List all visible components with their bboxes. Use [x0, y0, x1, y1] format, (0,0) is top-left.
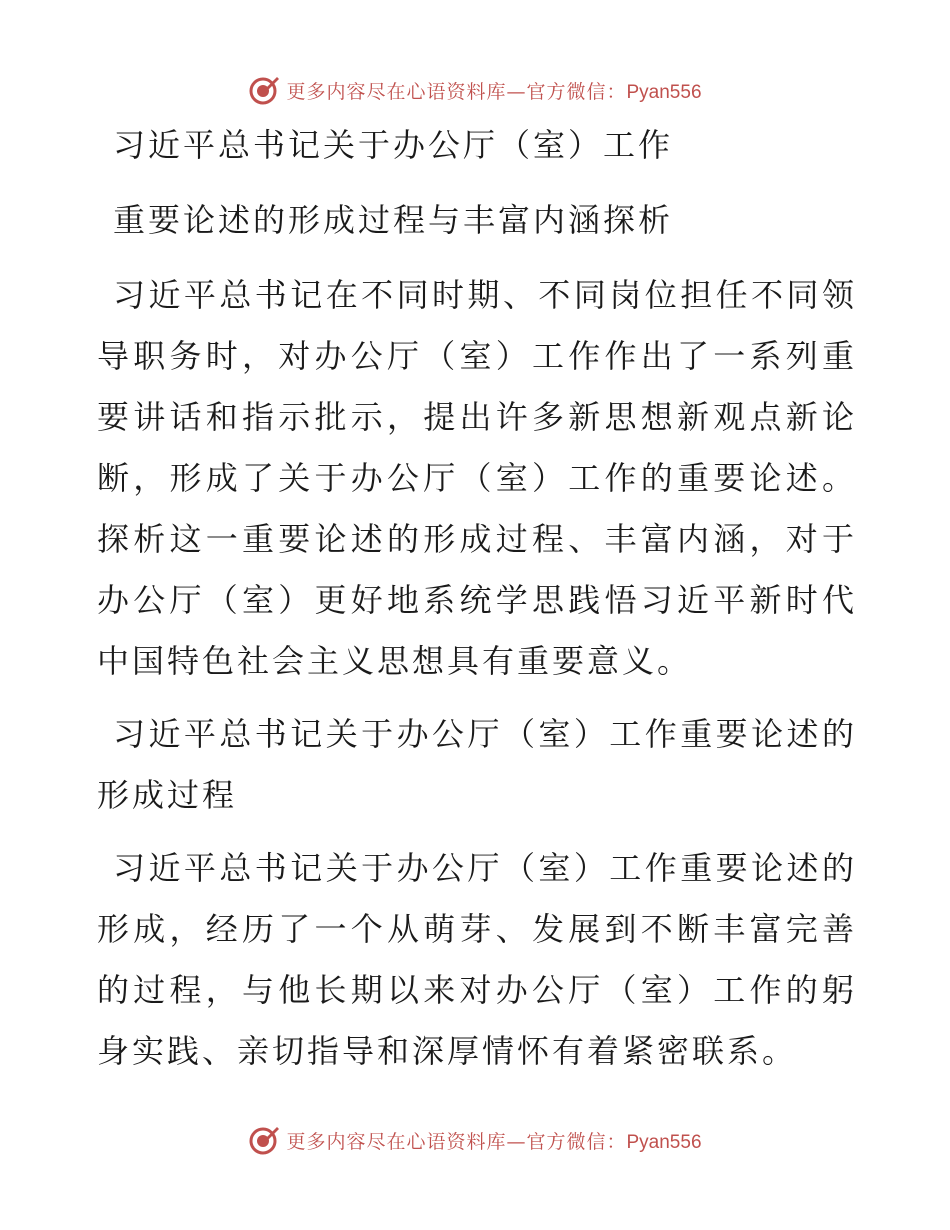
paragraph-intro: 习近平总书记在不同时期、不同岗位担任不同领导职务时，对办公厅（室）工作作出了一系列重要讲话和指示批示，提出许多新思想新观点新论断，形成了关于办公厅（室）工作的重要论述。探析这一重要论述的形成过程、丰富内涵，对于办公厅（室）更好地系统学思践悟习近平新时代中国特色社会主义思想具有重要意义。 — [97, 276, 857, 680]
document-title-line-2: 重要论述的形成过程与丰富内涵探析 — [113, 201, 674, 239]
banner-text: 更多内容尽在心语资料库—官方微信：Pyan556 — [286, 80, 702, 103]
footer-banner — [0, 1120, 950, 1160]
document-body — [97, 115, 857, 1094]
pen-logo-icon — [248, 74, 280, 106]
banner-text: 更多内容尽在心语资料库—官方微信：Pyan556 — [286, 1130, 702, 1153]
banner-wechat-id: Pyan556 — [626, 1131, 702, 1153]
header-banner — [0, 70, 950, 110]
pen-logo-icon — [248, 1124, 280, 1156]
section-heading: 习近平总书记关于办公厅（室）工作重要论述的形成过程 — [97, 715, 857, 814]
banner-wechat-id: Pyan556 — [626, 81, 702, 103]
paragraph-formation: 习近平总书记关于办公厅（室）工作重要论述的形成，经历了一个从萌芽、发展到不断丰富完善的过程，与他长期以来对办公厅（室）工作的躬身实践、亲切指导和深厚情怀有着紧密联系。 — [97, 849, 857, 1070]
document-title-line-1: 习近平总书记关于办公厅（室）工作 — [113, 126, 674, 164]
